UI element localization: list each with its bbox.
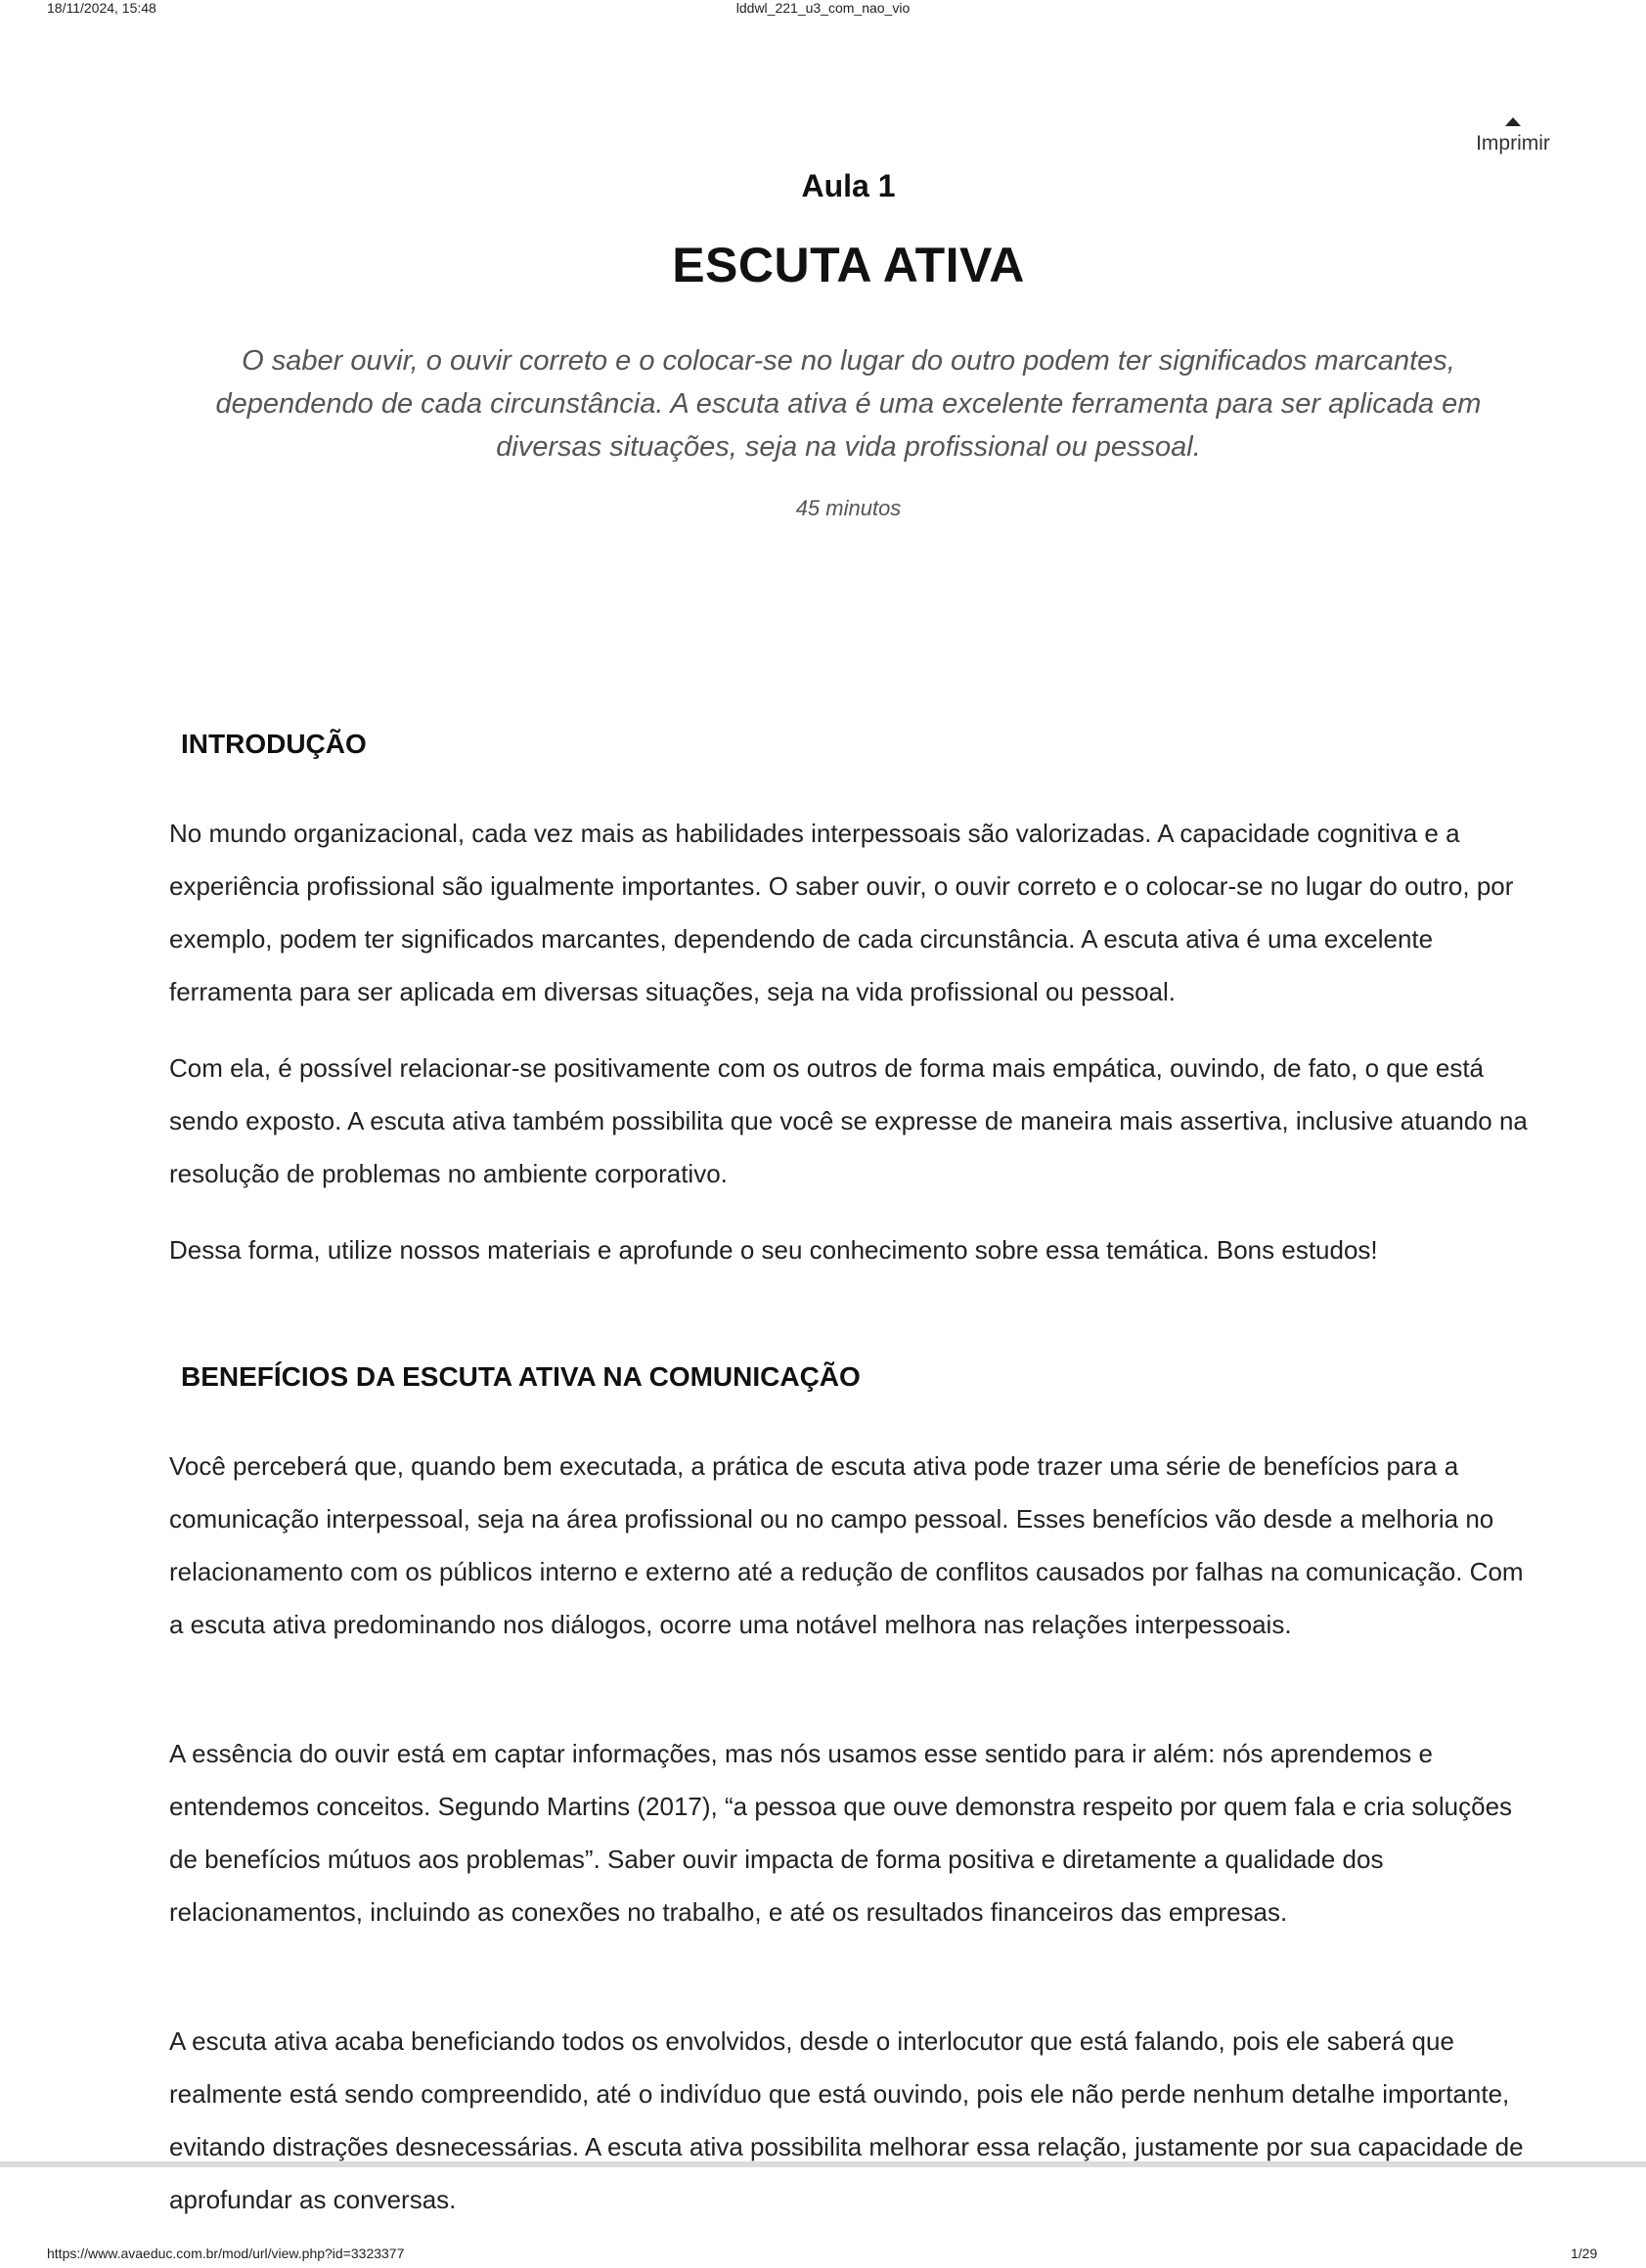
lesson-title: ESCUTA ATIVA — [672, 238, 1025, 292]
intro-paragraph-2: Com ela, é possível relacionar-se positivamente com os outros de forma mais empática, ouvindo, de fato, o que está sendo exposto. A escuta ativa também possibilita que você se expresse de maneira mais assertiva, inclusive atuando na resolução de problemas no ambiente corporativo. — [169, 1053, 1528, 1188]
print-footer-page-number: 1/29 — [1571, 2246, 1598, 2261]
intro-paragraph-3: Dessa forma, utilize nossos materiais e aprofunde o seu conhecimento sobre essa temática. Bons estudos! — [169, 1235, 1378, 1265]
lesson-subtitle: O saber ouvir, o ouvir correto e o colocar-se no lugar do outro podem ter significados marcantes, dependendo de cada circunstância. A escuta ativa é uma excelente ferramenta para ser aplicada em diversas situações, seja na vida profissional ou pessoal. — [215, 345, 1482, 463]
print-button-label: Imprimir — [1476, 132, 1550, 155]
page-break-divider — [0, 2161, 1646, 2167]
print-header-datetime: 18/11/2024, 15:48 — [47, 0, 156, 16]
print-footer-url: https://www.avaeduc.com.br/mod/url/view.php?id=3323377 — [47, 2246, 405, 2261]
caret-up-icon — [1505, 117, 1521, 126]
section-heading-beneficios: BENEFÍCIOS DA ESCUTA ATIVA NA COMUNICAÇÃO — [181, 1361, 861, 1392]
print-button[interactable] — [1467, 117, 1559, 156]
section-heading-introducao: INTRODUÇÃO — [181, 729, 367, 759]
beneficios-paragraph-2: A essência do ouvir está em captar informações, mas nós usamos esse sentido para ir além: nós aprendemos e entendemos conceitos. Segundo Martins (2017), “a pessoa que ouve demonstra respeito por quem fala e cria soluções de benefícios mútuos aos problemas”. Saber ouvir impacta de forma positiva e diretamente a qualidade dos relacionamentos, incluindo as conexões no trabalho, e até os resultados financeiros das empresas. — [169, 1739, 1513, 1927]
beneficios-paragraph-3: A escuta ativa acaba beneficiando todos os envolvidos, desde o interlocutor que está falando, pois ele saberá que realmente está sendo compreendido, até o indivíduo que está ouvindo, pois ele não perde nenhum detalhe importante, evitando distrações desnecessárias. A escuta ativa possibilita melhorar essa relação, justamente por sua capacidade de aprofundar as conversas. — [169, 2026, 1524, 2214]
intro-paragraph-1: No mundo organizacional, cada vez mais as habilidades interpessoais são valorizadas. A capacidade cognitiva e a experiência profissional são igualmente importantes. O saber ouvir, o ouvir correto e o colocar-se no lugar do outro, por exemplo, podem ter significados marcantes, dependendo de cada circunstância. A escuta ativa é uma excelente ferramenta para ser aplicada em diversas situações, seja na vida profissional ou pessoal. — [169, 819, 1514, 1006]
lesson-duration: 45 minutos — [795, 496, 902, 520]
lesson-label: Aula 1 — [801, 168, 896, 203]
beneficios-paragraph-1: Você perceberá que, quando bem executada, a prática de escuta ativa pode trazer uma série de benefícios para a comunicação interpessoal, seja na área profissional ou no campo pessoal. Esses benefícios vão desde a melhoria no relacionamento com os públicos interno e externo até a redução de conflitos causados por falhas na comunicação. Com a escuta ativa predominando nos diálogos, ocorre uma notável melhora nas relações interpessoais. — [169, 1451, 1524, 1639]
print-header-doc-title: lddwl_221_u3_com_nao_vio — [735, 0, 911, 16]
